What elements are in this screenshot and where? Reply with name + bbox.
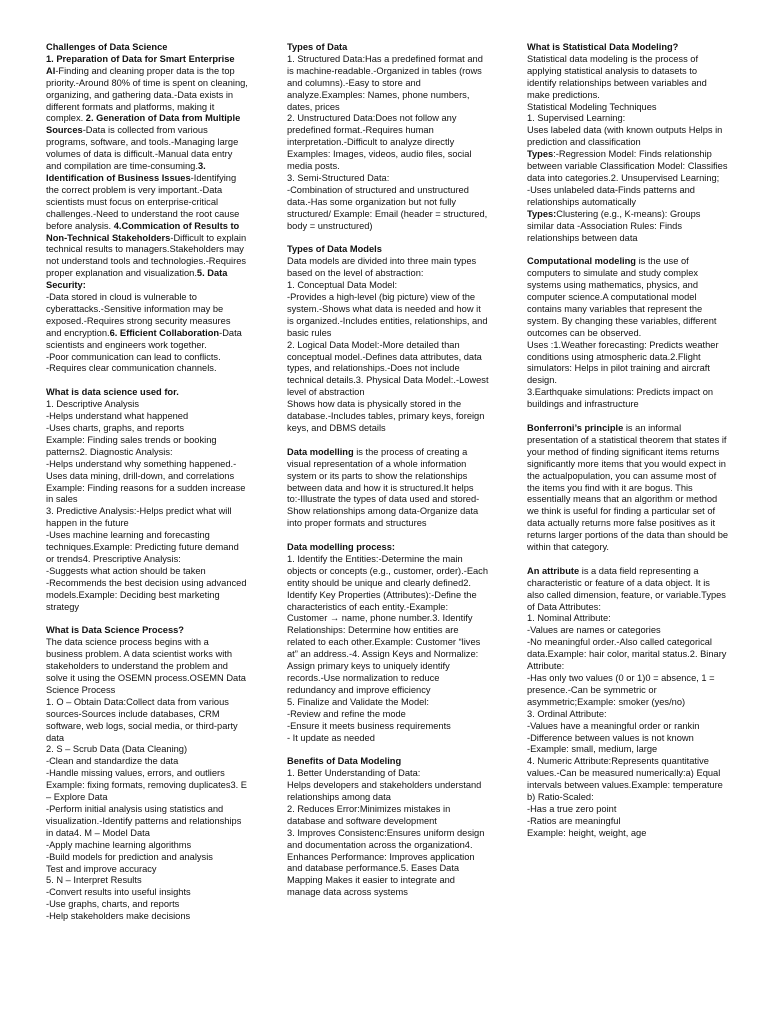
body-text: -Data stored in cloud is vulnerable to cyberattacks.-Sensitive information may be exposed.-Requires strong security measures and encryption. <box>46 292 231 338</box>
section-body <box>527 423 729 554</box>
section-body <box>527 54 729 245</box>
section-body <box>287 54 489 233</box>
body-text: 1. Structured Data:Has a predefined format and is machine-readable.-Organized in tables (rows and columns).-Easy to store and analyze.Examples: Names, phone numbers, dates, prices 2. Unstructured Data:Does not follow any predefined format.-Requires human interpretation.-Difficult to analyze directly Examples: Images, videos, audio files, social media posts. 3. Semi-Structured Data: -Combination of structured and unstructured data.-Has some organization but not fully structured/ Example: Email (header = structured, body = unstructured) <box>287 53 488 231</box>
section-heading: Types of Data Models <box>287 244 382 255</box>
section-body <box>527 566 729 840</box>
section-body <box>46 399 248 613</box>
column-right <box>527 42 729 840</box>
bold-term: 1. Preparation of Data for Smart Enterprise AI <box>46 53 235 76</box>
body-text: 1. Better Understanding of Data: Helps developers and stakeholders understand relationships among data 2. Reduces Error:Minimizes mistakes in database and software development 3. Improves Consistenc:Ensures uniform design and documentation across the organization4. Enhances Performance: Improves application and database performance.5. Eases Data Mapping Makes it easier to integrate and manage data across systems <box>287 768 485 898</box>
bold-term: 3. Identification of Business Issues <box>46 161 206 183</box>
body-text: -Data scientists and engineers work together. -Poor communication can lead to conflicts. -Requires clear communication channels. <box>46 327 242 374</box>
bold-term: 4.Commication of Results to Non-Technical Stakeholders <box>46 220 240 243</box>
body-text: -Finding and cleaning proper data is the top priority.-Around 80% of time is spent on cleaning, organizing, and gathering data.-Data exists in different formats and platforms, making it complex. <box>46 65 248 124</box>
body-text: -Data is collected from various programs, software, and tools.-Managing large volumes of data is difficult.-Manual data entry and compilation are time-consuming. <box>46 125 239 172</box>
section-body <box>287 256 489 435</box>
body-text: Data models are divided into three main types based on the level of abstraction: 1. Conceptual Data Model: -Provides a high-level (big picture) view of the system.-Shows what data is needed and how it is organized.-Includes entities, relationships, and basic rules 2. Logical Data Model:-More detailed than conceptual model.-Defines data attributes, data types, and relationships.-Does not include technical details.3. Physical Data Model:.-Lowest level of abstraction Shows how data is physically stored in the database.-Includes tables, primary keys, foreign keys, and DBMS details <box>287 256 489 433</box>
bold-term: Computational modeling <box>527 256 636 267</box>
section-heading: Challenges of Data Science <box>46 42 168 52</box>
text-section <box>46 42 248 375</box>
text-section <box>46 625 248 923</box>
body-text: :-Regression Model: Finds relationship between variable Classification Model: Classifies data into categories.2. Unsupervised Learning; -Uses unlabeled data-Finds patterns and relationships automatically <box>527 149 728 207</box>
body-text: is a data field representing a characteristic or feature of a data object. It is also called dimension, feature, or variable.Types of Data Attributes: 1. Nominal Attribute: -Values are names or categories -No meaningful order.-Also called categorical data.Example: hair color, marital status.2. Binary Attribute: -Has only two values (0 or 1)0 = absence, 1 = presence.-Can be symmetric or asymmetric;Example: smoker (yes/no) 3. Ordinal Attribute: -Values have a meaningful order or rankin -Difference between values is not known -Example: small, medium, large 4. Numeric Attribute:Represents quantitative values.-Can be measured numerically:a) Equal intervals between values.Example: temperature b) Ratio-Scaled: -Has a true zero point -Ratios are meaningful Example: height, weight, age <box>527 565 727 838</box>
section-body <box>46 637 248 923</box>
text-section <box>527 42 729 244</box>
section-heading: Data modelling process: <box>287 542 395 553</box>
section-heading: What is Data Science Process? <box>46 625 184 636</box>
body-text: is an informal presentation of a statistical theorem that states if your method of finding significant items returns significantly more items that you would expect in the actualpopulation, you can assume most of the items you find with it are bogus. This essentially means that an algorithm or method we think is useful for finding a particular set of data actually returns more false positives as it returns larger portions of the data than should be within that category. <box>527 422 729 553</box>
text-section <box>527 256 729 411</box>
text-section <box>287 447 489 530</box>
section-heading: Types of Data <box>287 42 348 52</box>
text-section <box>287 756 489 899</box>
body-text: 1. Identify the Entities:-Determine the main objects or concepts (e.g., customer, order).-Each entity should be unique and clearly defined2. Identify Key Properties (Attributes):-Define the characteristics of each entity.-Example: Customer → name, phone number.3. Identify Relationships: Determine how entities are related to each other.Example: Customer “lives at” an address.-4. Assign Keys and Normalize: Assign primary keys to uniquely identify records.-Use normalization to reduce redundancy and improve efficiency 5. Finalize and Validate the Model: -Review and refine the mode -Ensure it meets business requirements - It update as needed <box>287 553 489 743</box>
bold-term: Data modelling <box>287 446 354 457</box>
text-section <box>527 566 729 840</box>
section-body <box>287 554 489 745</box>
body-text: -Identifying the correct problem is very important.-Data scientists must focus on enterprise-critical challenges.-Need to understand the root cause before analysis. <box>46 172 240 231</box>
body-text: -Difficult to explain technical results to managers.Stakeholders may not understand tools and technologies.-Requires proper explanation and visualization. <box>46 232 247 279</box>
section-heading: What is Statistical Data Modeling? <box>527 42 679 52</box>
text-section <box>287 244 489 435</box>
body-text: Clustering (e.g., K-means): Groups similar data -Association Rules: Finds relationships between data <box>527 208 701 243</box>
bold-term: An attribute <box>527 565 580 576</box>
bold-term: Types <box>527 149 554 160</box>
text-section <box>287 42 489 233</box>
section-body <box>287 768 489 899</box>
body-text: Statistical data modeling is the process of applying statistical analysis to datasets to identify relationships between variables and make predictions. Statistical Modeling Techniques 1. Supervised Learning: Uses labeled data (with known outputs Helps in prediction and classification <box>527 53 723 148</box>
section-body <box>46 54 248 375</box>
section-heading: Benefits of Data Modeling <box>287 756 402 767</box>
body-text: is the process of creating a visual representation of a whole information system or its parts to show the relationships between data and how it is structured.It helps to:-Illustrate the types of data used and stored-Show relationships among data-Organize data into proper formats and structures <box>287 446 480 529</box>
text-section <box>527 423 729 554</box>
column-left <box>46 42 248 923</box>
bold-term: 6. Efficient Collaboration <box>109 327 220 338</box>
body-text: 1. Descriptive Analysis -Helps understand what happened -Uses charts, graphs, and reports Example: Finding sales trends or booking patterns2. Diagnostic Analysis: -Helps understand why something happened.-Uses data mining, drill-down, and correlations Example: Finding reasons for a sudden increase in sales 3. Predictive Analysis:-Helps predict what will happen in the future -Uses machine learning and forecasting techniques.Example: Predicting future demand or trends4. Prescriptive Analysis: -Suggests what action should be taken -Recommends the best decision using advanced models.Example: Deciding best marketing strategy <box>46 399 247 612</box>
text-section <box>287 542 489 744</box>
bold-term: Types: <box>527 208 557 219</box>
bold-term: 5. Data Security: <box>46 268 228 291</box>
bold-term: 2. Generation of Data from Multiple Sources <box>46 113 241 136</box>
column-middle <box>287 42 489 899</box>
section-heading: What is data science used for. <box>46 387 179 398</box>
body-text: The data science process begins with a business problem. A data scientist works with stakeholders to understand the problem and solve it using the OSEMN process.OSEMN Data Science Process 1. O – Obtain Data:Collect data from various sources-Sources include databases, CRM software, web logs, social media, or third-party data 2. S – Scrub Data (Data Cleaning) -Clean and standardize the data -Handle missing values, errors, and outliers Example: fixing formats, removing duplicates3. E – Explore Data -Perform initial analysis using statistics and visualization.-Identify patterns and relationships in data4. M – Model Data -Apply machine learning algorithms -Build models for prediction and analysis Test and improve accuracy 5. N – Interpret Results -Convert results into useful insights -Use graphs, charts, and reports -Help stakeholders make decisions <box>46 637 248 922</box>
section-body <box>287 447 489 530</box>
text-section <box>46 387 248 613</box>
section-body <box>527 256 729 411</box>
bold-term: Bonferroni’s principle <box>527 422 624 433</box>
body-text: is the use of computers to simulate and study complex systems using mathematics, physics, and computer science.A computational model contains many variables that represent the system. By changing these variables, different outcomes can be observed. Uses :1.Weather forecasting: Predicts weather conditions using atmospheric data.2.Flight simulators: Helps in pilot training and aircraft design. 3.Earthquake simulations: Predicts impact on buildings and infrastructure <box>527 256 719 410</box>
